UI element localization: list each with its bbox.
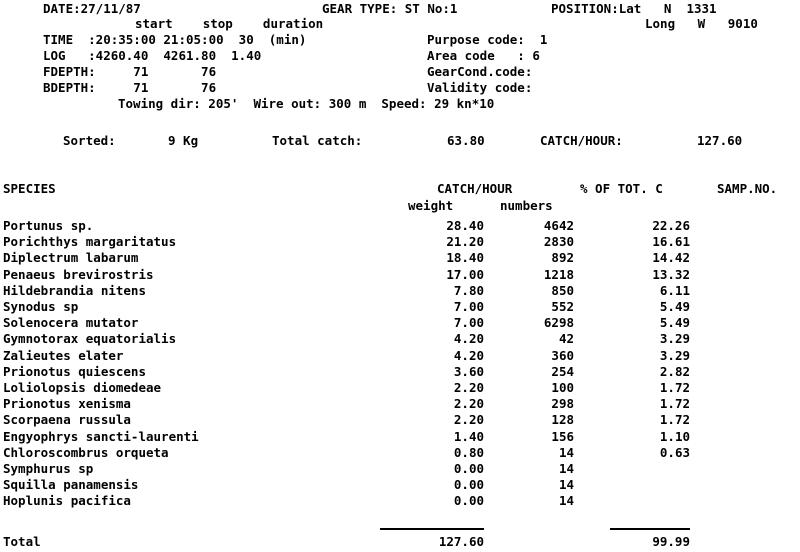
species-name: Solenocera mutator bbox=[3, 315, 139, 330]
fdepth-line: FDEPTH: 71 76 bbox=[43, 64, 217, 79]
catch-hour-label: CATCH/HOUR: bbox=[540, 133, 623, 148]
weight-value: 18.40 bbox=[446, 250, 484, 265]
numbers-value: 892 bbox=[551, 250, 574, 265]
numbers-value: 14 bbox=[558, 477, 574, 492]
numbers-value: 2830 bbox=[543, 234, 574, 249]
numbers-value: 850 bbox=[551, 283, 574, 298]
species-name: Loliolopsis diomedeae bbox=[3, 380, 162, 395]
validity-code: Validity code: bbox=[427, 80, 533, 95]
weight-value: 17.00 bbox=[446, 267, 484, 282]
numbers-value: 156 bbox=[551, 429, 574, 444]
species-name: Portunus sp. bbox=[3, 218, 94, 233]
gear-type-field: GEAR TYPE: ST No:1 bbox=[322, 1, 458, 16]
sorted-value: 9 Kg bbox=[168, 133, 199, 148]
towing-line: Towing dir: 205' Wire out: 300 m Speed: 29 kn*10 bbox=[118, 96, 495, 111]
samp-no-header: SAMP.NO. bbox=[717, 181, 778, 196]
numbers-value: 4642 bbox=[543, 218, 574, 233]
pct-value: 1.72 bbox=[659, 380, 690, 395]
weight-value: 3.60 bbox=[453, 364, 484, 379]
pct-value: 22.26 bbox=[652, 218, 690, 233]
weight-value: 4.20 bbox=[453, 348, 484, 363]
catch-hour-value: 127.60 bbox=[697, 133, 743, 148]
log-line: LOG :4260.40 4261.80 1.40 bbox=[43, 48, 262, 63]
numbers-value: 100 bbox=[551, 380, 574, 395]
pct-value: 5.49 bbox=[659, 299, 690, 314]
total-pct-rule bbox=[610, 528, 690, 530]
species-name: Hoplunis pacifica bbox=[3, 493, 131, 508]
gear-cond-code: GearCond.code: bbox=[427, 64, 533, 79]
species-name: Engyophrys sancti-laurenti bbox=[3, 429, 199, 444]
numbers-value: 254 bbox=[551, 364, 574, 379]
weight-value: 28.40 bbox=[446, 218, 484, 233]
purpose-code: Purpose code: 1 bbox=[427, 32, 548, 47]
total-catch-label: Total catch: bbox=[272, 133, 363, 148]
weight-value: 7.00 bbox=[453, 299, 484, 314]
numbers-value: 298 bbox=[551, 396, 574, 411]
pct-header: % OF TOT. C bbox=[580, 181, 663, 196]
pct-value: 5.49 bbox=[659, 315, 690, 330]
weight-value: 0.00 bbox=[453, 493, 484, 508]
species-name: Zalieutes elater bbox=[3, 348, 124, 363]
weight-value: 4.20 bbox=[453, 331, 484, 346]
species-name: Synodus sp bbox=[3, 299, 79, 314]
catch-hour-header: CATCH/HOUR bbox=[437, 181, 513, 196]
weight-value: 7.00 bbox=[453, 315, 484, 330]
weight-value: 7.80 bbox=[453, 283, 484, 298]
pct-value: 16.61 bbox=[652, 234, 690, 249]
numbers-value: 128 bbox=[551, 412, 574, 427]
pct-value: 1.72 bbox=[659, 412, 690, 427]
species-name: Chloroscombrus orqueta bbox=[3, 445, 169, 460]
total-weight-rule bbox=[380, 528, 484, 530]
weight-value: 2.20 bbox=[453, 412, 484, 427]
species-name: Squilla panamensis bbox=[3, 477, 139, 492]
species-name: Scorpaena russula bbox=[3, 412, 131, 427]
species-header: SPECIES bbox=[3, 181, 56, 196]
column-labels: start stop duration bbox=[135, 16, 324, 31]
numbers-header: numbers bbox=[500, 198, 553, 213]
time-line: TIME :20:35:00 21:05:00 30 (min) bbox=[43, 32, 307, 47]
numbers-value: 552 bbox=[551, 299, 574, 314]
numbers-value: 1218 bbox=[543, 267, 574, 282]
total-catch-value: 63.80 bbox=[447, 133, 485, 148]
pct-value: 3.29 bbox=[659, 348, 690, 363]
weight-value: 0.80 bbox=[453, 445, 484, 460]
pct-value: 3.29 bbox=[659, 331, 690, 346]
numbers-value: 360 bbox=[551, 348, 574, 363]
total-weight: 127.60 bbox=[438, 534, 484, 549]
species-name: Prionotus xenisma bbox=[3, 396, 131, 411]
numbers-value: 14 bbox=[558, 493, 574, 508]
pct-value: 0.63 bbox=[659, 445, 690, 460]
species-name: Penaeus brevirostris bbox=[3, 267, 154, 282]
area-code: Area code : 6 bbox=[427, 48, 540, 63]
total-label: Total bbox=[3, 534, 41, 549]
numbers-value: 14 bbox=[558, 461, 574, 476]
date-field: DATE:27/11/87 bbox=[43, 1, 141, 16]
species-name: Diplectrum labarum bbox=[3, 250, 139, 265]
weight-value: 2.20 bbox=[453, 396, 484, 411]
pct-value: 13.32 bbox=[652, 267, 690, 282]
pct-value: 2.82 bbox=[659, 364, 690, 379]
weight-header: weight bbox=[408, 198, 454, 213]
pct-value: 6.11 bbox=[659, 283, 690, 298]
numbers-value: 14 bbox=[558, 445, 574, 460]
species-name: Symphurus sp bbox=[3, 461, 94, 476]
species-name: Hildebrandia nitens bbox=[3, 283, 146, 298]
position-long: Long W 9010 bbox=[645, 16, 758, 31]
position-lat: POSITION:Lat N 1331 bbox=[551, 1, 717, 16]
pct-value: 1.72 bbox=[659, 396, 690, 411]
bdepth-line: BDEPTH: 71 76 bbox=[43, 80, 217, 95]
pct-value: 1.10 bbox=[659, 429, 690, 444]
weight-value: 2.20 bbox=[453, 380, 484, 395]
numbers-value: 42 bbox=[558, 331, 574, 346]
species-name: Gymnotorax equatorialis bbox=[3, 331, 177, 346]
species-name: Porichthys margaritatus bbox=[3, 234, 177, 249]
weight-value: 1.40 bbox=[453, 429, 484, 444]
weight-value: 0.00 bbox=[453, 477, 484, 492]
weight-value: 0.00 bbox=[453, 461, 484, 476]
sorted-label: Sorted: bbox=[63, 133, 116, 148]
species-name: Prionotus quiescens bbox=[3, 364, 146, 379]
pct-value: 14.42 bbox=[652, 250, 690, 265]
total-pct: 99.99 bbox=[652, 534, 690, 549]
weight-value: 21.20 bbox=[446, 234, 484, 249]
numbers-value: 6298 bbox=[543, 315, 574, 330]
